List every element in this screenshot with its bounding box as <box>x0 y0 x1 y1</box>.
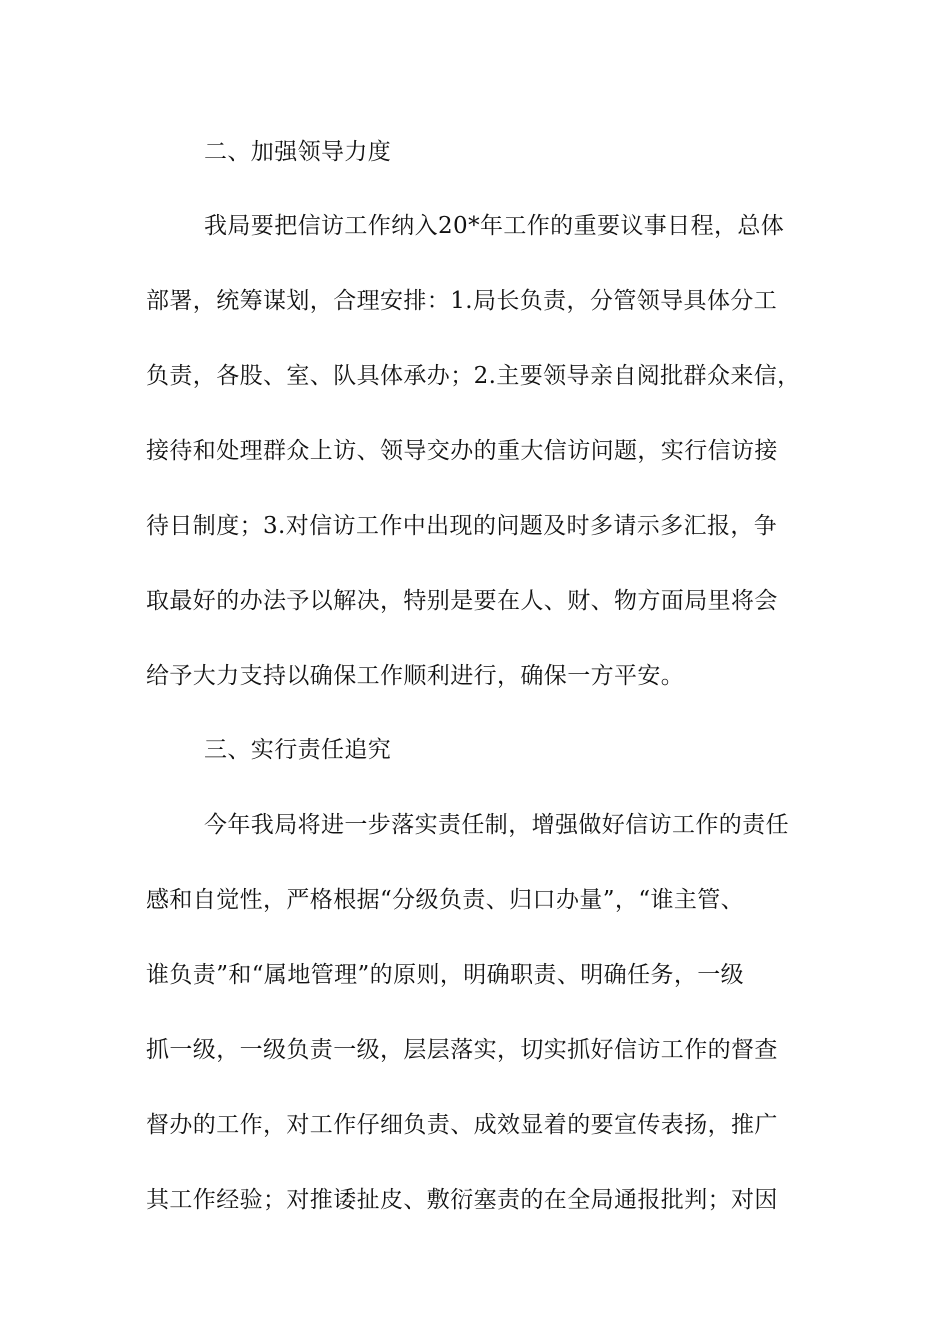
paragraph-line: 部署，统筹谋划，合理安排：1.局长负责，分管领导具体分工 <box>146 288 778 314</box>
paragraph-line: 督办的工作，对工作仔细负责、成效显着的要宣传表扬，推广 <box>146 1112 778 1138</box>
section-heading-3: 三、实行责任追究 <box>204 737 392 763</box>
paragraph-line: 负责，各股、室、队具体承办；2.主要领导亲自阅批群众来信， <box>146 363 801 389</box>
paragraph-line: 待日制度；3.对信访工作中出现的问题及时多请示多汇报，争 <box>146 513 778 539</box>
paragraph-line: 我局要把信访工作纳入20*年工作的重要议事日程，总体 <box>204 213 785 239</box>
paragraph-line: 其工作经验；对推诿扯皮、敷衍塞责的在全局通报批判；对因 <box>146 1187 778 1213</box>
paragraph-line: 给予大力支持以确保工作顺利进行，确保一方平安。 <box>146 663 685 689</box>
section-heading-2: 二、加强领导力度 <box>204 139 392 165</box>
paragraph-line: 取最好的办法予以解决，特别是要在人、财、物方面局里将会 <box>146 588 778 614</box>
paragraph-line: 今年我局将进一步落实责任制，增强做好信访工作的责任 <box>204 812 789 838</box>
paragraph-line: 谁负责”和“属地管理”的原则，明确职责、明确任务，一级 <box>146 962 745 988</box>
paragraph-line: 感和自觉性，严格根据“分级负责、归口办量”，“谁主管、 <box>146 887 745 913</box>
paragraph-line: 抓一级，一级负责一级，层层落实，切实抓好信访工作的督查 <box>146 1037 778 1063</box>
paragraph-line: 接待和处理群众上访、领导交办的重大信访问题，实行信访接 <box>146 438 778 464</box>
